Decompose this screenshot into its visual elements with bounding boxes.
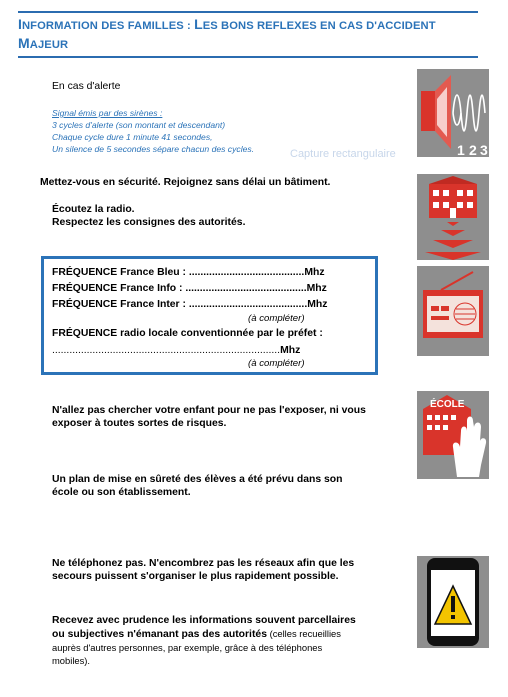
radio-icon	[417, 266, 489, 356]
page-title: INFORMATION DES FAMILLES : LES BONS REFLEXES EN CAS D'ACCIDENT MAJEUR	[18, 16, 436, 51]
header-bottom-rule	[18, 56, 478, 58]
freq-local-label: FRÉQUENCE radio locale conventionnée par le préfet :	[52, 328, 323, 339]
freq-france-bleu: FRÉQUENCE France Bleu : ........................................Mhz	[52, 267, 325, 278]
header-top-rule	[18, 11, 478, 13]
info-line: Recevez avec prudence les informations souvent parcellaires	[52, 615, 356, 626]
school-line: école ou son établissement.	[52, 487, 191, 498]
radio-instruction	[52, 203, 245, 229]
complete-note-2: (à compléter)	[248, 358, 305, 369]
alert-heading: En cas d'alerte	[52, 81, 121, 92]
school-line: Un plan de mise en sûreté des élèves a été prévu dans son	[52, 474, 343, 485]
info-line: ou subjectives n'émanant pas des autorités (celles recueillies	[52, 628, 341, 640]
phone-instruction	[52, 557, 354, 583]
siren-signal-description	[52, 107, 254, 155]
child-line: N'allez pas chercher votre enfant pour ne pas l'exposer, ni vous	[52, 405, 366, 416]
school-icon	[417, 391, 489, 479]
siren-number: 1	[457, 142, 465, 157]
signal-line: Signal émis par des sirènes :	[52, 108, 163, 118]
freq-local-value: ...............................................................................Mhz	[52, 345, 301, 356]
building-icon	[417, 174, 489, 260]
freq-france-inter: FRÉQUENCE France Inter : .........................................Mhz	[52, 299, 328, 310]
siren-icon	[417, 69, 489, 157]
freq-france-info: FRÉQUENCE France Info : ..........................................Mhz	[52, 283, 327, 294]
siren-number: 2	[469, 142, 477, 157]
info-prudence	[52, 614, 356, 667]
phone-line: Ne téléphonez pas. N'encombrez pas les réseaux afin que les	[52, 558, 355, 569]
info-line: auprès d'autres personnes, par exemple, grâce à des téléphones	[52, 642, 323, 653]
shelter-instruction: Mettez-vous en sécurité. Rejoignez sans délai un bâtiment.	[40, 177, 331, 188]
capture-watermark: Capture rectangulaire	[290, 148, 396, 160]
info-line: mobiles).	[52, 655, 91, 666]
signal-line: 3 cycles d'alerte (son montant et descendant)	[52, 120, 226, 130]
school-word: ÉCOLE	[430, 399, 465, 410]
phone-line: secours puissent s'organiser le plus rapidement possible.	[52, 571, 339, 582]
signal-line: Chaque cycle dure 1 minute 41 secondes,	[52, 132, 213, 142]
radio-line: Respectez les consignes des autorités.	[52, 217, 246, 228]
signal-line: Un silence de 5 secondes sépare chacun des cycles.	[52, 144, 255, 154]
complete-note-1: (à compléter)	[248, 313, 305, 324]
child-line: exposer à toutes sortes de risques.	[52, 418, 227, 429]
siren-number: 3	[480, 142, 488, 157]
school-plan-info	[52, 473, 342, 499]
child-instruction	[52, 404, 366, 430]
radio-line: Écoutez la radio.	[52, 204, 135, 215]
phone-warning-icon	[417, 556, 489, 648]
